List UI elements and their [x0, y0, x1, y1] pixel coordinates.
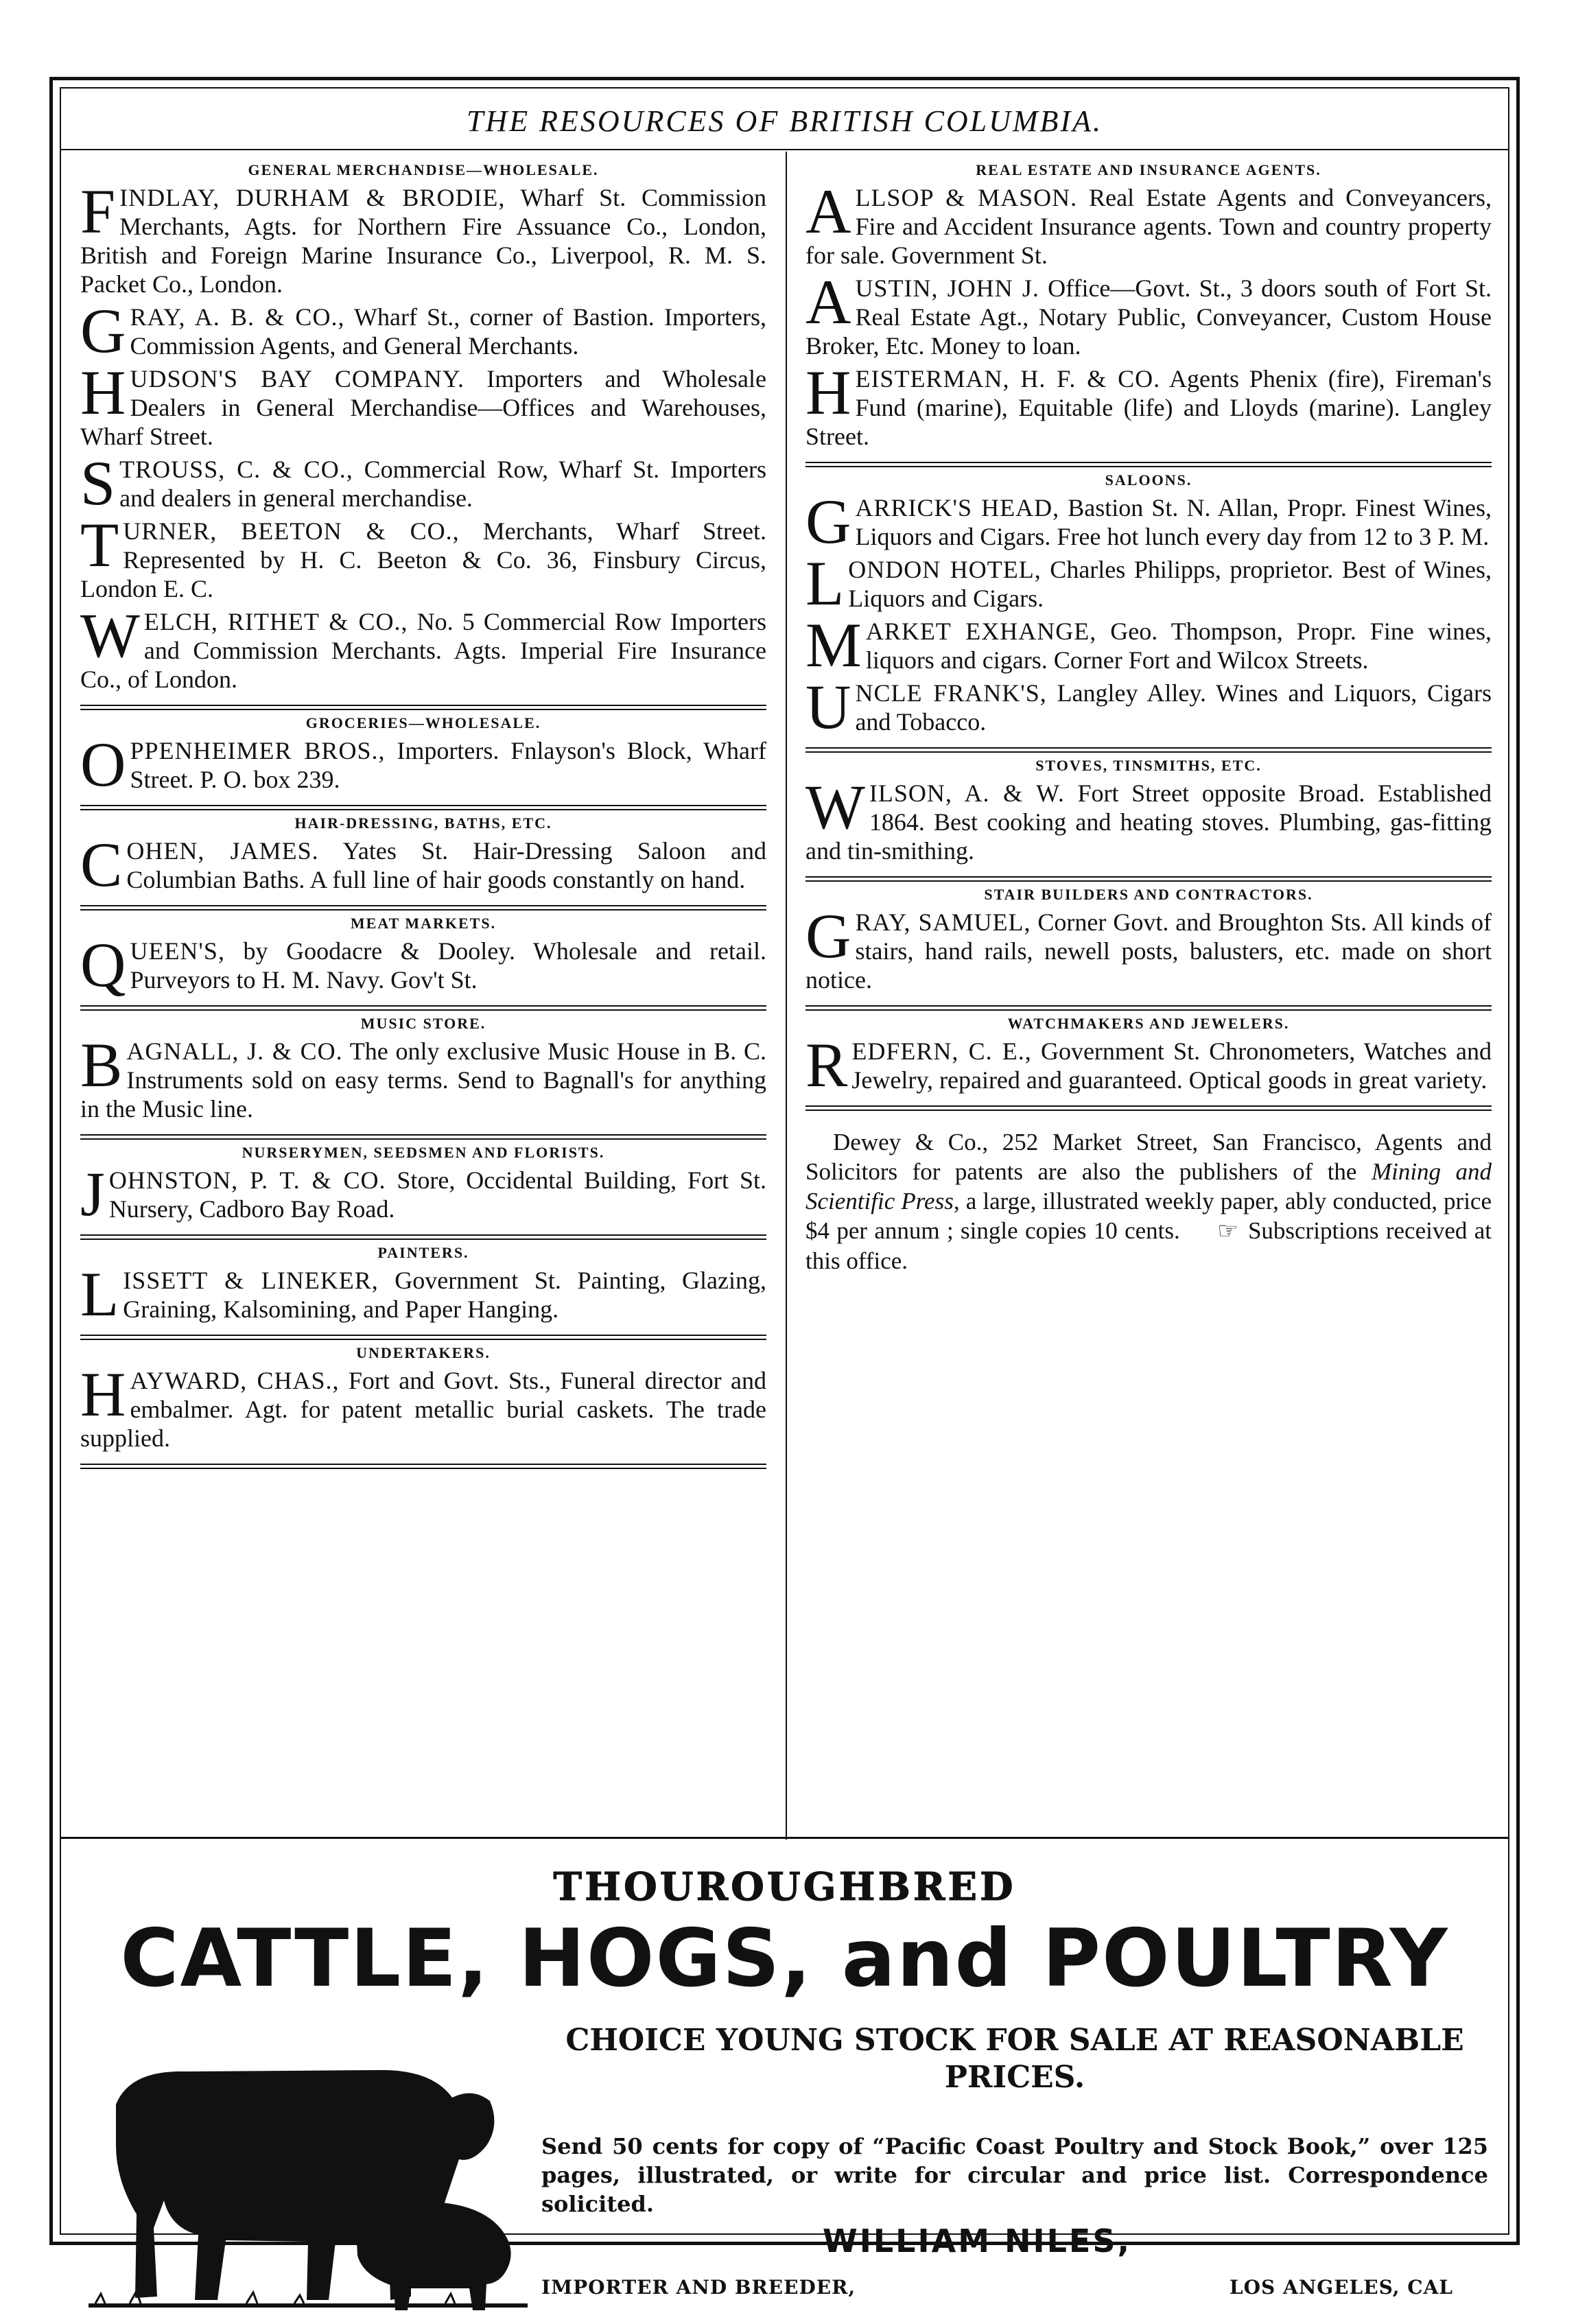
ad-body: Send 50 cents for copy of “Pacific Coast Poultry and Stock Book,” over 125 pages, illustrated, or write for circular and price list. Correspondence solicited.	[541, 2133, 1488, 2217]
business-description: Store, Occidental Building, Fort St. Nursery, Cadboro Bay Road.	[108, 1166, 766, 1223]
dewey-notice	[805, 1127, 1492, 1276]
directory-entry	[80, 448, 766, 518]
business-name: ISSETT & LINEKER,	[123, 1267, 379, 1294]
directory-entry	[80, 600, 766, 694]
business-name: ARRICK'S HEAD,	[855, 494, 1060, 521]
business-name: NCLE FRANK'S,	[855, 679, 1047, 707]
drop-cap: W	[805, 772, 865, 842]
drop-cap: T	[80, 510, 119, 580]
business-description: Geo. Thompson, Propr. Fine wines, liquors and cigars. Corner Fort and Wilcox Streets.	[865, 618, 1492, 674]
notice-text: Dewey & Co., 252 Market Street, San Francisco, Agents and Solicitors for patents are also the publishers of the	[805, 1129, 1492, 1185]
category-heading: GENERAL MERCHANDISE—WHOLESALE.	[248, 161, 599, 178]
business-name: RAY, SAMUEL,	[855, 908, 1031, 936]
section-separator	[80, 1134, 766, 1140]
business-description: The only exclusive Music House in B. C. Instruments sold on easy terms. Send to Bagnall's for anything in the Music line.	[80, 1037, 767, 1123]
business-name: PPENHEIMER BROS.,	[130, 737, 386, 764]
category-heading: STAIR BUILDERS AND CONTRACTORS.	[984, 886, 1313, 903]
hog-silhouette	[356, 2202, 511, 2310]
business-name: UDSON'S BAY COMPANY.	[130, 365, 464, 392]
business-name: USTIN, JOHN J.	[855, 274, 1039, 302]
business-description: Importers. Fnlayson's Block, Wharf Street. P. O. box 239.	[130, 737, 766, 793]
drop-cap: L	[805, 548, 845, 618]
drop-cap: J	[80, 1159, 105, 1229]
business-description: Government St. Painting, Glazing, Graining, Kalsomining, and Paper Hanging.	[123, 1267, 766, 1323]
page-inner-border	[60, 87, 1509, 2299]
drop-cap: O	[80, 729, 126, 799]
business-description: Charles Philipps, proprietor. Best of Wines, Liquors and Cigars.	[848, 556, 1492, 612]
business-name: AYWARD, CHAS.,	[130, 1367, 340, 1394]
business-name: ELCH, RITHET & CO.,	[143, 608, 408, 635]
directory-entry	[80, 176, 766, 298]
drop-cap: W	[80, 600, 140, 670]
page-frame	[49, 77, 1520, 2299]
drop-cap: A	[805, 176, 851, 246]
ad-kicker: THOUROUGHBRED	[553, 1864, 1016, 1910]
business-description: Corner Govt. and Broughton Sts. All kinds of stairs, hand rails, newell posts, balusters, etc. made on short notice.	[805, 908, 1492, 994]
business-description: Wharf St. Commission Merchants, Agts. for Northern Fire Assuance Co., London, British and Foreign Marine Insurance Co., Liverpool, R. M. S. Packet Co., London.	[80, 184, 766, 298]
left-column	[80, 157, 766, 1469]
directory-entry	[80, 729, 766, 799]
section-separator	[80, 805, 766, 810]
business-description: Real Estate Agents and Conveyancers, Fire and Accident Insurance agents. Town and country property for sale. Government St.	[805, 184, 1492, 269]
business-name: OHNSTON, P. T. & CO.	[108, 1166, 386, 1194]
advertisement-rule	[61, 1837, 1508, 1839]
section-separator	[805, 1005, 1492, 1011]
drop-cap: L	[80, 1259, 119, 1329]
publication-title: Mining and Scientific Press	[805, 1158, 1492, 1214]
directory-entry	[80, 510, 766, 603]
business-description: Langley Alley. Wines and Liquors, Cigars and Tobacco.	[855, 679, 1492, 736]
directory-entry	[80, 357, 767, 451]
business-name: EDFERN, C. E.,	[851, 1037, 1032, 1065]
business-name: ARKET EXHANGE,	[865, 618, 1097, 645]
cattle-and-hog-illustration	[89, 2022, 528, 2324]
section-separator	[80, 1464, 766, 1469]
category-heading: SALOONS.	[1105, 471, 1192, 489]
section-separator	[805, 1105, 1492, 1111]
business-description: Office—Govt. St., 3 doors south of Fort St. Real Estate Agt., Notary Public, Conveyancer, Custom House Broker, Etc. Money to loan.	[805, 274, 1492, 360]
business-name: URNER, BEETON & CO.,	[123, 517, 460, 545]
business-description: by Goodacre & Dooley. Wholesale and retail. Purveyors to H. M. Navy. Gov't St.	[130, 937, 766, 994]
directory-entry	[805, 1030, 1492, 1100]
ad-headline: CATTLE, HOGS, and POULTRY	[120, 1912, 1449, 2005]
section-separator	[80, 1005, 766, 1011]
drop-cap: Q	[80, 930, 126, 1000]
drop-cap: S	[80, 448, 116, 518]
directory-entry	[805, 672, 1492, 742]
advertisement	[61, 1857, 1508, 2299]
business-description: Commercial Row, Wharf St. Importers and dealers in general merchandise.	[119, 456, 766, 512]
directory-entry	[805, 486, 1492, 556]
ad-advertiser: WILLIAM NILES,	[823, 2222, 1131, 2260]
section-separator	[805, 747, 1492, 753]
drop-cap: R	[805, 1030, 848, 1100]
drop-cap: G	[805, 486, 851, 556]
category-heading: UNDERTAKERS.	[356, 1344, 491, 1361]
drop-cap: A	[805, 267, 851, 337]
section-separator	[805, 462, 1492, 467]
directory-entry	[80, 930, 766, 1000]
business-description: Bastion St. N. Allan, Propr. Finest Wines, Liquors and Cigars. Free hot lunch every day from 12 to 3 P. M.	[855, 494, 1492, 550]
business-name: RAY, A. B. & CO.,	[130, 303, 345, 331]
directory-entry	[805, 610, 1492, 680]
drop-cap: H	[80, 1359, 126, 1429]
right-column	[805, 157, 1492, 1276]
drop-cap: G	[80, 296, 126, 366]
business-description: Government St. Chronometers, Watches and Jewelry, repaired and guaranteed. Optical goods in great variety.	[851, 1037, 1492, 1094]
category-heading: REAL ESTATE AND INSURANCE AGENTS.	[976, 161, 1321, 178]
drop-cap: F	[80, 176, 116, 246]
directory-entry	[805, 772, 1492, 865]
category-heading: MEAT MARKETS.	[350, 915, 497, 932]
ground-line	[89, 2303, 528, 2308]
drop-cap: H	[80, 357, 126, 427]
section-separator	[80, 905, 766, 911]
business-description: Yates St. Hair-Dressing Saloon and Columbian Baths. A full line of hair goods constantly on hand.	[126, 837, 766, 893]
directory-entry	[80, 296, 766, 366]
ad-footer-left: IMPORTER AND BREEDER,	[541, 2276, 856, 2299]
business-name: TROUSS, C. & CO.,	[119, 456, 353, 483]
section-separator	[80, 705, 766, 710]
pointing-hand-icon: ☞	[1217, 1219, 1238, 1244]
business-name: INDLAY, DURHAM & BRODIE,	[119, 184, 506, 211]
directory-entry	[80, 1159, 766, 1229]
directory-entry	[805, 548, 1492, 618]
notice-text: Subscriptions received at this office.	[805, 1217, 1492, 1274]
business-name: UEEN'S,	[130, 937, 225, 965]
business-description: No. 5 Commercial Row Importers and Commission Merchants. Agts. Imperial Fire Insurance Co., of London.	[80, 608, 766, 693]
directory-entry	[80, 1359, 766, 1453]
directory-entry	[80, 1030, 767, 1123]
business-description: Fort Street opposite Broad. Established 1864. Best cooking and heating stoves. Plumbing, gas-fitting and tin-smithing.	[805, 779, 1492, 865]
category-heading: WATCHMAKERS AND JEWELERS.	[1007, 1015, 1290, 1032]
ad-footer-right: LOS ANGELES, CAL	[1229, 2276, 1453, 2299]
header-rule	[61, 149, 1508, 150]
business-name: ILSON, A. & W.	[869, 779, 1065, 807]
page-title: THE RESOURCES OF BRITISH COLUMBIA.	[467, 104, 1103, 138]
business-description: Importers and Wholesale Dealers in General Merchandise—Offices and Warehouses, Wharf Street.	[80, 365, 767, 450]
directory-entry	[805, 357, 1492, 451]
category-heading: HAIR-DRESSING, BATHS, ETC.	[294, 814, 552, 832]
ad-subheadline: CHOICE YOUNG STOCK FOR SALE AT REASONABLE PRICES.	[565, 2023, 1464, 2095]
category-heading: MUSIC STORE.	[360, 1015, 486, 1032]
directory-entry	[80, 1259, 766, 1329]
business-description: Fort and Govt. Sts., Funeral director and embalmer. Agt. for patent metallic burial caskets. The trade supplied.	[80, 1367, 766, 1452]
drop-cap: G	[805, 901, 851, 971]
business-description: Wharf St., corner of Bastion. Importers, Commission Agents, and General Merchants.	[130, 303, 766, 360]
business-name: LLSOP & MASON.	[855, 184, 1078, 211]
directory-entry	[805, 267, 1492, 360]
directory-entry	[80, 830, 766, 900]
business-name: OHEN, JAMES.	[126, 837, 319, 865]
drop-cap: M	[805, 610, 862, 680]
business-name: ONDON HOTEL,	[848, 556, 1042, 583]
category-heading: PAINTERS.	[377, 1244, 469, 1261]
category-heading: GROCERIES—WHOLESALE.	[305, 714, 541, 731]
business-description: Agents Phenix (fire), Fireman's Fund (marine), Equitable (life) and Lloyds (marine). Langley Street.	[805, 365, 1492, 450]
business-name: EISTERMAN, H. F. & CO.	[855, 365, 1161, 392]
drop-cap: U	[805, 672, 851, 742]
drop-cap: B	[80, 1030, 123, 1100]
drop-cap: H	[805, 357, 851, 427]
section-separator	[80, 1335, 766, 1340]
business-name: AGNALL, J. & CO.	[126, 1037, 343, 1065]
directory-entry	[805, 901, 1492, 994]
section-separator	[805, 876, 1492, 882]
notice-text: , a large, illustrated weekly paper, ably conducted, price $4 per annum ; single copies 10 cents.	[805, 1188, 1492, 1244]
category-heading: NURSERYMEN, SEEDSMEN AND FLORISTS.	[242, 1144, 605, 1161]
category-heading: STOVES, TINSMITHS, ETC.	[1035, 757, 1262, 774]
drop-cap: C	[80, 830, 123, 900]
business-description: Merchants, Wharf Street. Represented by H. C. Beeton & Co. 36, Finsbury Circus, London E. C.	[80, 517, 766, 602]
section-separator	[80, 1234, 766, 1240]
directory-entry	[805, 176, 1492, 270]
column-divider	[786, 152, 787, 1840]
